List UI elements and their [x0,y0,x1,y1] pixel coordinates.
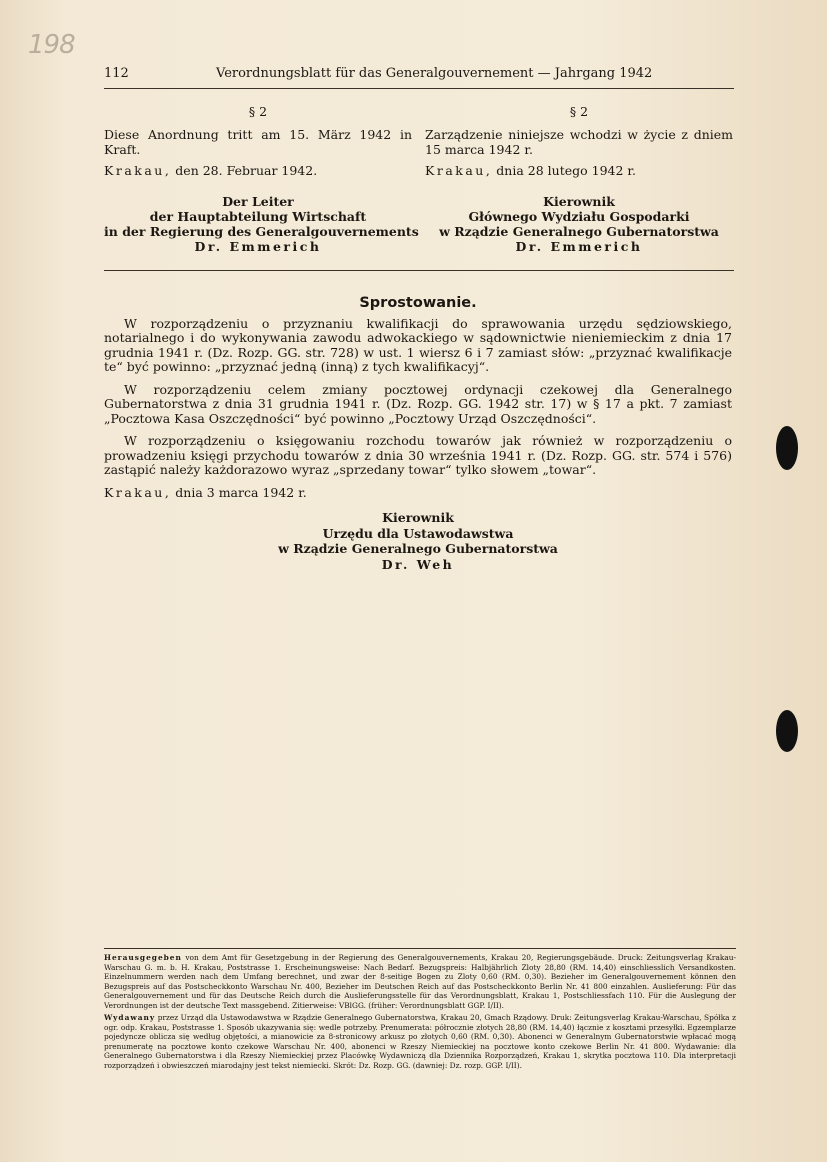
signature-office: Głównego Wydziału Gospodarki [468,209,690,224]
date-place: Krakau, [104,484,172,500]
pencil-page-note: 198 [28,30,75,60]
correction-notice [104,296,732,572]
date-line [425,163,733,178]
date-text: den 28. Februar 1942. [171,163,318,178]
german-column [104,104,419,254]
section-mark: § 2 [248,104,268,119]
signature-title: Der Leiter [222,194,294,209]
signature-government: w Rządzie Generalnego Gubernatorstwa [439,224,719,239]
footer-german-text: von dem Amt für Gesetzgebung in der Regierung des Generalgouvernements, Krakau 20, Regierungsgebäude. Druck: Zeitungsverlag Krakau-Warschau G. m. b. H. Krakau, Poststrasse 1. Erscheinungsweise: Nach Bedarf. Bezugspreis: Halbjährlich Zloty 28,80 (RM. 14,40) einschliesslich Versandkosten. Einzelnummern werden nach dem Umfang berechnet, und zwar der 8-seitige Bogen zu Zloty 0,60 (RM. 0,30). Bezieher im Generalgouvernement können den Bezugspreis auf das Postscheckkonto Warschau Nr. 400, Bezieher im Deutschen Reich auf das Postscheckkonto Berlin Nr. 41 800 einzahlen. Auslieferung: Für das Generalgouvernement und für das Deutsche Reich durch die Auslieferungsstelle für das Verordnungsblatt, Krakau 1, Postschliessfach 110. Für die Auslegung der Verordnungen ist der deutsche Text massgebend. Zitierweise: VBlGG. (früher: Verordnungsblatt GGP. I/II). [104,953,736,1010]
signature-name: Dr. Emmerich [194,239,322,254]
signature-block [104,510,732,572]
date-text: dnia 28 lutego 1942 r. [492,163,636,178]
section-mark: § 2 [569,104,589,119]
signature-office: der Hauptabteilung Wirtschaft [149,209,367,224]
correction-paragraph-2: W rozporządzeniu celem zmiany pocztowej ordynacji czekowej dla Generalnego Gubernatorstwa z dnia 31 grudnia 1941 r. (Dz. Rozp. GG. 1942 str. 17) w § 17 a pkt. 7 zamiast „Pocztowa Kasa Oszczędności“ być powinno „Pocztowy Urząd Oszczędności“. [104,381,732,426]
signature-government: in der Regierung des Generalgouvernements [104,224,419,239]
punch-hole-mark [776,426,798,470]
polish-column [425,104,733,254]
punch-hole-mark [776,710,798,752]
header-rule [104,88,734,89]
signature-name: Dr. Emmerich [515,239,643,254]
footer-polish-text: przez Urząd dla Ustawodawstwa w Rządzie Generalnego Gubernatorstwa, Krakau 20, Gmach Rządowy. Druk: Zeitungsverlag Krakau-Warschau, Spółka z ogr. odp. Krakau, Poststrasse 1. Sposób ukazywania się: wedle potrzeby. Prenumerata: półrocznie złotych 28,80 (RM. 14,40) łącznie z kosztami przesyłki. Egzemplarze pojedyncze oblicza się według objętości, a mianowicie za 8-stronicowy arkusz po złotych 0,60 (RM. 0,30). Abonenci w Generalnym Gubernatorstwie wpłacać mogą prenumeratę na pocztowe konto czekowe Warschau Nr. 400, abonenci w Rzeszy Niemieckiej na pocztowe konto czekowe Berlin Nr. 41 800. Wydawanie: dla Generalnego Gubernatorstwa i dla Rzeszy Niemieckiej przez Placówkę Wydawniczą dla Dziennika Rozporządzeń, Krakau 1, skrytka pocztowa 110. Dla interpretacji rozporządzeń i obwieszczeń miarodajny jest tekst niemiecki. Skrót: Dz. Rozp. GG. (dawniej: Dz. rozp. GGP. I/II). [104,1013,736,1070]
page-number: 112 [104,66,129,81]
signature-government: w Rządzie Generalnego Gubernatorstwa [278,541,558,556]
date-place: Krakau, [104,163,172,178]
signature-block [425,194,733,254]
signature-office: Urzędu dla Ustawodawstwa [322,525,514,541]
footer-rule [104,948,736,949]
date-text: dnia 3 marca 1942 r. [171,484,307,500]
provision-text: Diese Anordnung tritt am 15. März 1942 in Kraft. [104,127,412,157]
date-line [104,486,732,501]
footer-german-label: Herausgegeben [104,953,182,962]
signature-title: Kierownik [543,194,615,209]
correction-paragraph-3: W rozporządzeniu o księgowaniu rozchodu towarów jak również w rozporządzeniu o prowadzeniu księgi przychodu towarów z dnia 30 września 1941 r. (Dz. Rozp. GG. str. 574 i 576) zastąpić należy każdorazowo wyraz „sprzedany towar“ tylko słowem „towar“. [104,433,732,477]
publication-footer [104,953,736,1073]
footer-polish-label: Wydawany [104,1013,156,1022]
signature-block [104,194,419,254]
signature-name: Dr. Weh [381,556,455,572]
correction-heading: Sprostowanie. [359,295,477,311]
signature-title: Kierownik [382,510,454,525]
date-place: Krakau, [425,163,493,178]
section-rule [104,270,734,271]
journal-title: Verordnungsblatt für das Generalgouvernement — Jahrgang 1942 [216,66,653,81]
footer-german [104,953,736,1010]
date-line [104,163,412,178]
page-header [104,66,732,86]
provision-text: Zarządzenie niniejsze wchodzi w życie z dniem 15 marca 1942 r. [425,127,733,157]
footer-polish [104,1013,736,1070]
correction-paragraph-1: W rozporządzeniu o przyznaniu kwalifikacji do sprawowania urzędu sędziowskiego, notarialnego i do wykonywania zawodu adwokackiego w sądownictwie nieniemieckim z dnia 17 grudnia 1941 r. (Dz. Rozp. GG. str. 728) w ust. 1 wiersz 6 i 7 zamiast słów: „przyznać kwalifikacje te“ być powinno: „przyznać jedną (inną) z tych kwalifikacyj“. [104,315,732,374]
